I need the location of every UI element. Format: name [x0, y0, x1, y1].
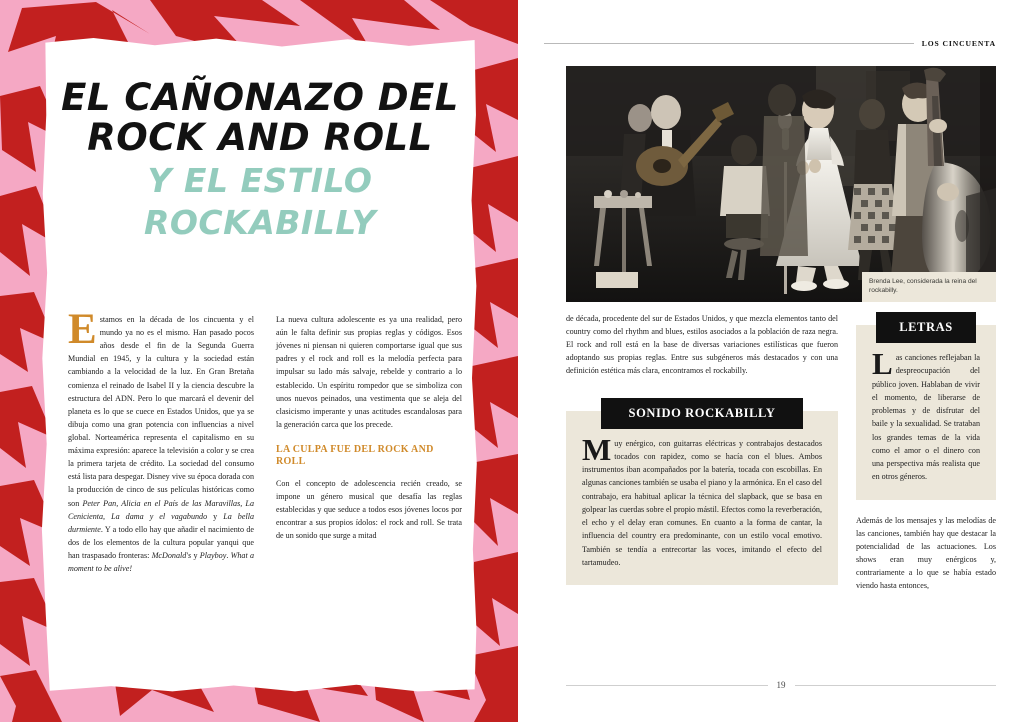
- page-number: 19: [776, 680, 786, 690]
- opening-paragraph-text: stamos en la década de los cincuenta y el mundo ya no es el mismo. Han pasado pocos años desde el fin de la Segunda Guerra Mundial en 1945, y la cultura y la sociedad están cambiando a la velocidad de la luz. En Gran Bretaña comienza el reinado de Isabel II y la ciencia descubre la estructura del ADN. Pero lo que marcará el devenir del planeta es lo que se cuece en Estados Unidos, que ya se dibuja como una gran potencia con influencias a nivel global. Norteamérica representa el capitalismo en su máxima expresión: aparece la televisión a color y se crea la primera tarjeta de crédito. La sociedad del consumo está lista para despegar. Disney vive su época dorada con la producción de cinco de sus películas históricas como son: [68, 315, 254, 508]
- paragraph-sonido-text: uy enérgico, con guitarras eléctricas y contrabajos destacados tocados con rapidez, como se hacía con el blues. Ambos instrumentos iban acompañados por la batería, tocada con escobillas. En algunas canciones también se usaba el piano y la armónica. En el caso del contrabajo, era habitual aplicar la técnica del slapback, que se basa en golpear las cuerdas sobre el propio mástil. Efectos como la reverberación, el echo y el delay eran comunes. En cuanto a la forma de cantar, la influencia del country era predominante, con un estilo vocal emotivo. También se tendía a entrecortar las voces, imitando el efecto del tartamudeo.: [582, 438, 822, 567]
- banner-letras: LETRAS: [876, 312, 976, 343]
- photo-brenda-lee: [566, 66, 996, 302]
- brand-playboy: Playboy: [199, 550, 227, 560]
- opening-paragraph: [68, 306, 255, 575]
- paragraph-intro-continued: de década, procedente del sur de Estados Unidos, y que mezcla elementos tanto del country como del rhythm and blues, estilos asociados a la población de raza negra. El rock and roll está en la base de diversas variaciones estilísticas que fueron adoptando sus propias reglas. Entre sus subgéneros más destacados y con una definición estética más clara, encontramos el rockabilly.: [566, 314, 838, 376]
- closing-exclamation: What a moment to be alive!: [68, 550, 255, 574]
- footer-rule-left: [566, 685, 768, 686]
- article-title-line1: EL CAÑONAZO DEL: [61, 76, 459, 119]
- article-title-block: [41, 78, 479, 242]
- left-column-1: [68, 306, 255, 675]
- running-header: [544, 36, 996, 50]
- footer-rule-right: [795, 685, 997, 686]
- subheading-la-culpa: LA CULPA FUE DEL ROCK AND ROLL: [276, 443, 434, 468]
- article-subtitle-line2: ROCKABILLY: [143, 203, 377, 243]
- article-subtitle-line1: Y EL ESTILO: [147, 161, 373, 201]
- sonido-rockabilly-box: [566, 411, 838, 586]
- conn-2: . Y a todo ello hay que añadir el nacimiento de dos de los elementos de la cultura popular yanqui que han traspasado fronteras:: [68, 524, 254, 560]
- drop-cap-e: E: [68, 306, 97, 353]
- film-titles-1: Peter Pan, Alicia en el País de las Maravillas, La Cenicienta, La dama y el vagabundo: [68, 498, 254, 521]
- header-rule: [544, 43, 914, 44]
- conn-3: y: [191, 550, 200, 560]
- conn-1: y: [207, 511, 224, 521]
- paragraph-letras-followup: Además de los mensajes y las melodías de las canciones, también hay que destacar la potencialidad de las actuaciones. Los shows eran muy enérgicos y, contrariamente a lo que se había estado viendo hasta entonces,: [856, 515, 996, 591]
- letras-section: [856, 312, 996, 500]
- paragraph-sonido: [582, 431, 822, 570]
- paragraph-letras: [872, 346, 980, 484]
- left-column-2: [276, 313, 462, 675]
- letras-box: [856, 325, 996, 500]
- paragraph-letras-text: as canciones reflejaban la despreocupación del público joven. Hablaban de vivir el momento, de liberarse de problemas y de disfrutar del baile y la sexualidad. Se trataban los grandes temas de la vida como el amor o el dinero con una perspectiva más realista que en otros géneros.: [872, 353, 980, 482]
- header-kicker: LOS CINCUENTA: [921, 38, 996, 48]
- drop-cap-l: L: [872, 346, 893, 381]
- paragraph-rock-and-roll: Con el concepto de adolescencia recién creado, se impone un género musical que desafía las reglas establecidas y que seduce a todos esos jóvenes locos por encontrar a sus propios ídolos: el rock and roll. Se trata de un sonido que surge a mitad: [276, 478, 462, 541]
- brand-mcdonalds: McDonald's: [151, 550, 192, 560]
- paragraph-teen-culture: La nueva cultura adolescente es ya una realidad, pero aún le falta definir sus propias reglas y códigos. Esos jóvenes ni piensan ni quieren comportarse igual que sus padres y el rock and roll es la melodía perfecta para impulsar su lado más salvaje, rebelde y contrario a lo establecido. Un espíritu rompedor que se simboliza con unos nuevos peinados, una vestimenta que se aleja del clasicismo imperante y unas actitudes escandalosas para la generación carca que los precede.: [276, 315, 462, 429]
- article-title-line2: ROCK AND ROLL: [87, 115, 433, 159]
- sonido-rockabilly-section: [566, 398, 838, 586]
- banner-sonido-rockabilly: SONIDO ROCKABILLY: [601, 398, 803, 429]
- right-page-columns: [566, 312, 996, 678]
- page-footer: [566, 680, 996, 690]
- right-page: [518, 0, 1024, 722]
- photo-caption: Brenda Lee, considerada la reina del rockabilly.: [862, 272, 996, 302]
- film-titles-2: La bella durmiente: [68, 511, 254, 534]
- right-main-column: [566, 312, 838, 678]
- photo-illustration: [566, 66, 996, 302]
- drop-cap-m: M: [582, 431, 612, 467]
- right-side-column: [856, 312, 996, 678]
- left-page-columns: [68, 306, 462, 675]
- conn-4: .: [226, 550, 231, 560]
